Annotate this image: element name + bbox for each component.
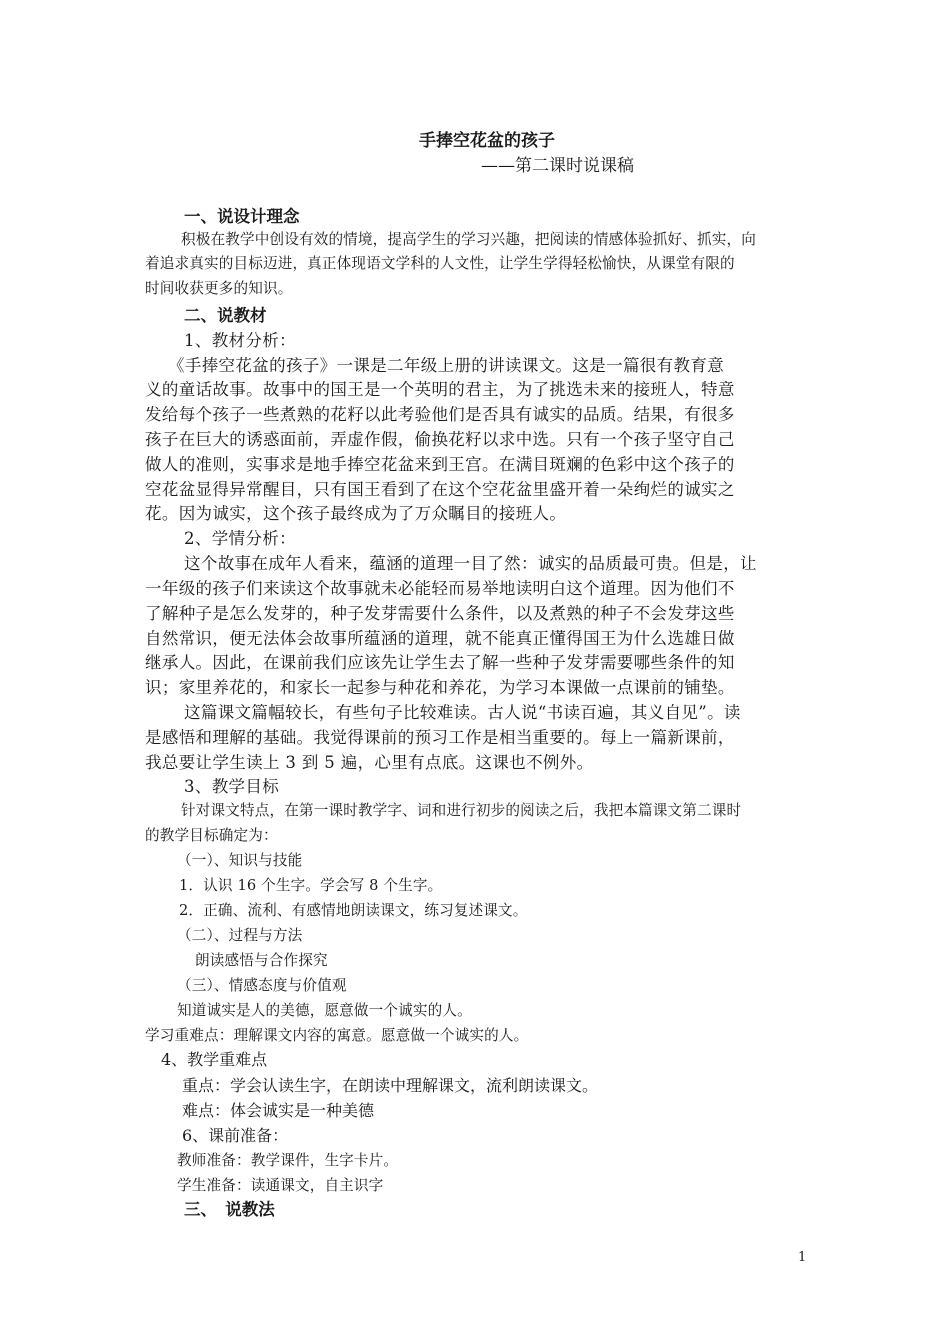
text-line: 朗读感悟与合作探究 [195,952,328,969]
text-line: 着追求真实的目标迈进，真正体现语文学科的人文性，让学生学得轻松愉快，从课堂有限的 [145,255,735,272]
text-line: 学习重难点：理解课文内容的寓意。愿意做一个诚实的人。 [145,1027,529,1044]
text-line: 学生准备：读通课文，自主识字 [177,1177,384,1194]
text-line: 继承人。因此，在课前我们应该先让学生去了解一些种子发芽需要哪些条件的知 [145,653,735,672]
text-line: 2．正确、流利、有感情地朗读课文，练习复述课文。 [179,902,528,919]
text-line: 难点：体会诚实是一种美德 [182,1101,375,1120]
text-line: 这篇课文篇幅较长，有些句子比较难读。古人说“书读百遍，其义自见”。读 [184,703,741,722]
doc-title: 手捧空花盆的孩子 [419,131,555,151]
text-line: 花。因为诚实，这个孩子最终成为了万众瞩目的接班人。 [145,504,567,523]
subsection-heading: 2、学情分析： [184,529,296,548]
text-line: 我总要让学生读上 3 到 5 遍，心里有点底。这课也不例外。 [145,753,594,772]
text-line: 时间收获更多的知识。 [145,280,293,297]
text-line: （二）、过程与方法 [177,927,303,944]
text-line: 是感悟和理解的基础。我觉得课前的预习工作是相当重要的。每上一篇新课前， [145,728,735,747]
text-line: 空花盆显得异常醒目，只有国王看到了在这个空花盆里盛开着一朵绚烂的诚实之 [145,480,735,499]
text-line: 义的童话故事。故事中的国王是一个英明的君主，为了挑选未来的接班人，特意 [145,380,735,399]
text-line: 《手捧空花盆的孩子》一课是二年级上册的讲读课文。这是一篇很有教育意 [168,356,725,375]
subsection-heading: 3、教学目标 [184,777,280,796]
text-line: 针对课文特点，在第一课时教学字、词和进行初步的阅读之后，我把本篇课文第二课时 [181,802,742,819]
text-line: 重点：学会认读生字，在朗读中理解课文，流利朗读课文。 [182,1076,599,1095]
text-line: 孩子在巨大的诱惑面前，弄虚作假，偷换花籽以求中选。只有一个孩子坚守自己 [145,430,735,449]
text-line: 这个故事在成年人看来，蕴涵的道理一目了然：诚实的品质最可贵。但是，让 [184,554,757,573]
subsection-heading: 1、教材分析： [184,331,296,350]
section-heading: 三、 说教法 [184,1200,275,1219]
text-line: 积极在教学中创设有效的情境，提高学生的学习兴趣，把阅读的情感体验抓好、抓实，向 [181,231,757,248]
section-heading: 一、说设计理念 [184,207,300,226]
section-heading: 二、说教材 [184,306,267,325]
text-line: 发给每个孩子一些煮熟的花籽以此考验他们是否具有诚实的品质。结果，有很多 [145,405,735,424]
page-number: 1 [798,1250,807,1265]
text-line: （三）、情感态度与价值观 [177,977,347,994]
subsection-heading: 6、课前准备： [182,1126,289,1145]
text-line: 做人的准则，实事求是地手捧空花盆来到王宫。在满目斑斓的色彩中这个孩子的 [145,455,735,474]
text-line: （一）、知识与技能 [177,852,303,869]
subsection-heading: 4、教学重难点 [161,1050,268,1069]
text-line: 教师准备：教学课件，生字卡片。 [177,1152,399,1169]
text-line: 知道诚实是人的美德，愿意做一个诚实的人。 [177,1002,472,1019]
doc-subtitle: ——第二课时说课稿 [481,156,634,176]
text-line: 识；家里养花的，和家长一起参与种花和养花，为学习本课做一点课前的铺垫。 [145,678,735,697]
text-line: 自然常识，便无法体会故事所蕴涵的道理，就不能真正懂得国王为什么选雄日做 [145,629,735,648]
text-line: 的教学目标确定为： [145,827,278,844]
text-line: 一年级的孩子们来读这个故事就未必能轻而易举地读明白这个道理。因为他们不 [145,579,735,598]
text-line: 1．认识 16 个生字。学会写 8 个生字。 [179,877,443,894]
text-line: 了解种子是怎么发芽的，种子发芽需要什么条件，以及煮熟的种子不会发芽这些 [145,604,735,623]
